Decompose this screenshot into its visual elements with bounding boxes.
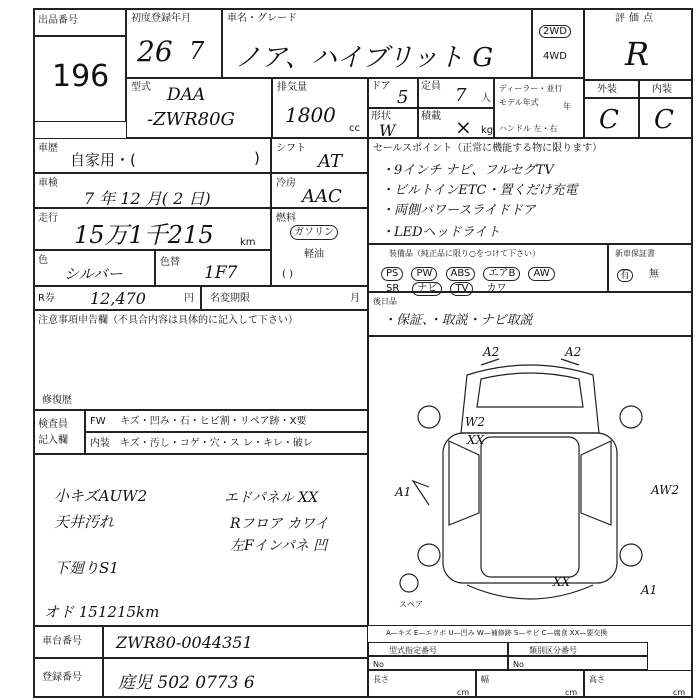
warranty-no: 無 bbox=[649, 269, 659, 280]
model-year-unit: 年 bbox=[563, 102, 571, 111]
int-value-cell bbox=[639, 98, 693, 138]
ac-label: 冷房 bbox=[276, 178, 296, 189]
int-label: 内装 bbox=[652, 84, 672, 95]
height-cell bbox=[584, 670, 693, 698]
warranty-cell bbox=[608, 244, 693, 292]
recycle-cell bbox=[33, 286, 201, 310]
recycle-value: 12,470 bbox=[90, 289, 146, 308]
shape-label: 形状 bbox=[371, 111, 391, 122]
after-note-cell bbox=[368, 292, 693, 336]
color-label: 色 bbox=[38, 255, 48, 266]
color-value: シルバー bbox=[64, 265, 123, 283]
int-items: キズ・汚し・コゲ・穴・ス レ・キレ・破レ bbox=[120, 438, 313, 449]
handle-label: ハンドル 左・右 bbox=[499, 124, 558, 133]
int-row bbox=[85, 432, 368, 454]
height-label: 高さ bbox=[589, 675, 605, 684]
mileage-value: 15万1千215 bbox=[74, 221, 214, 249]
type-no-label: 型式指定番号 bbox=[389, 646, 437, 655]
wheel-front-left bbox=[418, 406, 440, 428]
displacement-unit: cc bbox=[349, 123, 360, 134]
height-unit: cm bbox=[673, 688, 686, 697]
after-note-value: ・保証、・取説・ナビ取説 bbox=[383, 313, 533, 328]
int-label-cell bbox=[639, 80, 693, 98]
lot-value-cell bbox=[33, 36, 126, 122]
chassis-label: 車台番号 bbox=[42, 636, 82, 647]
equip-ps: PS bbox=[381, 267, 403, 281]
color-code-cell bbox=[155, 250, 271, 286]
history-cell bbox=[33, 138, 271, 173]
spare-wheel bbox=[400, 574, 418, 592]
mark-a1-left: A1 bbox=[395, 485, 412, 499]
displacement-cell bbox=[272, 78, 368, 138]
inspector-label-cell bbox=[33, 410, 85, 454]
fw-row bbox=[85, 410, 368, 432]
model-type-value1: DAA bbox=[167, 85, 206, 105]
width-label: 幅 bbox=[481, 675, 489, 684]
mark-a1-right: A1 bbox=[641, 583, 658, 597]
right-side bbox=[581, 441, 611, 525]
note-line: 左Fインパネ 凹 bbox=[230, 538, 328, 554]
load-label: 積載 bbox=[421, 111, 441, 122]
fw-label: FW bbox=[90, 416, 106, 427]
spare-label: スペア bbox=[399, 600, 423, 609]
grade-label: 評価点 bbox=[615, 13, 657, 24]
plate-label: 登録番号 bbox=[42, 672, 82, 683]
equip-airbag: エアB bbox=[483, 267, 520, 281]
capacity-value: 7 bbox=[455, 85, 467, 106]
inspection-value: 7 年 12 月( 2 日) bbox=[84, 189, 211, 208]
warranty-label: 新車保証書 bbox=[615, 249, 655, 258]
inspector-label1: 検査員 bbox=[38, 419, 68, 430]
recycle-unit: 円 bbox=[184, 293, 194, 304]
notes-cell bbox=[33, 310, 368, 410]
legend-text: A—キズ E—エクボ U—凹み W—補修跡 S—サビ C—腐食 XX—要交換 bbox=[386, 629, 608, 637]
color-code-value: 1F7 bbox=[204, 263, 238, 283]
front-glass bbox=[477, 373, 583, 407]
shift-label: シフト bbox=[276, 143, 306, 154]
length-unit: cm bbox=[457, 688, 470, 697]
width-unit: cm bbox=[565, 688, 578, 697]
note-line: Rフロア カワイ bbox=[230, 516, 329, 532]
chassis-value: ZWR80-0044351 bbox=[116, 633, 253, 652]
name-change-label: 名変期限 bbox=[210, 293, 250, 304]
class-no-cell bbox=[508, 642, 648, 656]
doors-cell bbox=[368, 78, 418, 108]
first-reg-year: 26 bbox=[137, 35, 173, 68]
color-code-label: 色替 bbox=[160, 257, 180, 268]
recycle-label: R券 bbox=[38, 293, 55, 304]
sales-point-item: ・9インチ ナビ、フルセグTV bbox=[381, 163, 554, 178]
type-no-no: No bbox=[373, 660, 384, 669]
mark-xx-left: XX bbox=[467, 433, 485, 447]
shift-cell bbox=[271, 138, 368, 173]
ext-label-cell bbox=[584, 80, 639, 98]
history-value: 自家用・( bbox=[70, 151, 136, 169]
mileage-cell bbox=[33, 208, 271, 250]
shift-value: AT bbox=[318, 151, 343, 172]
fuel-other: ( ) bbox=[282, 269, 293, 280]
drive-2wd: 2WD bbox=[539, 25, 571, 38]
sales-point-item: ・LEDヘッドライト bbox=[381, 225, 501, 240]
equip-abs: ABS bbox=[446, 267, 476, 281]
ext-value: C bbox=[599, 105, 619, 135]
mark-aw2-right: AW2 bbox=[651, 483, 680, 497]
equip-pw: PW bbox=[411, 267, 437, 281]
ac-cell bbox=[271, 173, 368, 208]
grade-value: R bbox=[625, 35, 650, 73]
displacement-label: 排気量 bbox=[277, 82, 307, 93]
plate-value: 庭児 502 0773 6 bbox=[118, 673, 255, 693]
fuel-gasoline: ガソリン bbox=[290, 225, 338, 240]
class-no-val-cell bbox=[508, 656, 648, 670]
ext-value-cell bbox=[584, 98, 639, 138]
chassis-label-cell bbox=[33, 626, 103, 658]
doors-label: ドア bbox=[371, 81, 391, 92]
color-cell bbox=[33, 250, 155, 286]
lot-label: 出品番号 bbox=[38, 15, 78, 26]
warranty-yes: 有 bbox=[617, 269, 633, 282]
capacity-unit: 人 bbox=[481, 93, 491, 104]
load-value: × bbox=[455, 115, 472, 139]
wheel-front-right bbox=[620, 406, 642, 428]
name-change-cell bbox=[201, 286, 368, 310]
equipment-title: 装備品（純正品に限り○をつけて下さい） bbox=[389, 249, 540, 258]
sales-point-item: ・両側パワースライドドア bbox=[381, 203, 536, 218]
note-line: オド 151215km bbox=[44, 603, 160, 621]
note-line: 下廻りS1 bbox=[54, 559, 119, 577]
name-change-unit: 月 bbox=[350, 293, 360, 304]
equip-navi: ナビ bbox=[412, 282, 442, 296]
grade-cell bbox=[584, 8, 693, 80]
repair-label: 修復歴 bbox=[42, 395, 72, 406]
load-unit: kg bbox=[481, 125, 494, 136]
mark-xx-rear: XX bbox=[553, 575, 571, 589]
left-side bbox=[449, 441, 479, 525]
model-grade-cell bbox=[222, 8, 532, 78]
drive-cell bbox=[532, 8, 584, 78]
note-line: 小キズAUW2 bbox=[54, 487, 148, 505]
rear-body bbox=[467, 585, 593, 599]
damage-diagram-cell bbox=[368, 336, 693, 626]
displacement-value: 1800 bbox=[285, 103, 336, 127]
first-reg-cell bbox=[126, 8, 222, 78]
model-type-label: 型式 bbox=[131, 82, 151, 93]
equip-aw: AW bbox=[528, 267, 554, 281]
mark-line-a1-left bbox=[413, 481, 429, 505]
mark-w2-left: W2 bbox=[465, 415, 485, 429]
equip-tv: TV bbox=[450, 282, 473, 296]
fuel-label: 燃料 bbox=[276, 213, 296, 224]
capacity-label: 定員 bbox=[421, 81, 441, 92]
class-no-label: 類別区分番号 bbox=[529, 646, 577, 655]
fuel-diesel: 軽油 bbox=[304, 249, 324, 260]
inspector-notes bbox=[33, 454, 368, 626]
first-reg-month: 7 bbox=[189, 37, 205, 65]
ac-value: AAC bbox=[302, 186, 342, 207]
model-grade-value: ノア、ハイブリット G bbox=[235, 43, 494, 73]
history-close: ) bbox=[254, 149, 260, 167]
mileage-unit: km bbox=[240, 237, 256, 248]
ext-label: 外装 bbox=[597, 84, 617, 95]
inspection-cell bbox=[33, 173, 271, 208]
mileage-label: 走行 bbox=[38, 213, 58, 224]
note-line: 天井汚れ bbox=[54, 513, 115, 531]
wheel-rear-left bbox=[418, 544, 440, 566]
dealer-cell bbox=[494, 78, 584, 138]
load-cell bbox=[418, 108, 494, 138]
sales-points-cell bbox=[368, 138, 693, 244]
mark-a2-left: A2 bbox=[483, 345, 500, 359]
equip-sr: SR bbox=[386, 283, 400, 294]
class-no-no: No bbox=[513, 660, 524, 669]
after-note-label: 後日品 bbox=[373, 297, 397, 306]
plate-value-cell bbox=[103, 658, 368, 698]
car-diagram bbox=[369, 337, 692, 625]
sales-point-item: ・ビルトインETC・置くだけ充電 bbox=[381, 183, 578, 198]
model-type-value2: -ZWR80G bbox=[147, 109, 235, 130]
first-reg-label: 初度登録年月 bbox=[131, 13, 191, 24]
mark-a2-right: A2 bbox=[565, 345, 582, 359]
fw-items: キズ・凹み・石・ヒビ割・リペア跡・X要 bbox=[120, 416, 307, 427]
width-cell bbox=[476, 670, 584, 698]
dealer-label: ディーラー・並行 bbox=[499, 84, 563, 93]
length-label: 長さ bbox=[373, 675, 389, 684]
note-line: エドパネル XX bbox=[224, 490, 319, 506]
wheel-rear-right bbox=[620, 544, 642, 566]
equip-leather: カワ bbox=[486, 283, 507, 294]
inspector-label2: 記入欄 bbox=[38, 435, 68, 446]
chassis-value-cell bbox=[103, 626, 368, 658]
lot-label-cell bbox=[33, 8, 126, 36]
fuel-cell bbox=[271, 208, 368, 286]
int-value: C bbox=[654, 105, 674, 135]
capacity-cell bbox=[418, 78, 494, 108]
shape-cell bbox=[368, 108, 418, 138]
roof bbox=[481, 437, 579, 577]
drive-4wd: 4WD bbox=[543, 51, 567, 62]
history-label: 車歴 bbox=[38, 143, 58, 154]
equipment-cell bbox=[368, 244, 608, 292]
type-no-cell bbox=[368, 642, 508, 656]
model-grade-label: 車名・グレード bbox=[227, 13, 297, 24]
doors-value: 5 bbox=[397, 87, 409, 108]
side-body bbox=[443, 433, 617, 583]
model-type-cell bbox=[126, 78, 272, 138]
mark-line-a2-right bbox=[561, 359, 579, 365]
sales-points-title: セールスポイント（正常に機能する物に限ります） bbox=[373, 143, 603, 154]
model-year-label: モデル年式 bbox=[499, 98, 539, 107]
legend-cell bbox=[368, 626, 693, 642]
length-cell bbox=[368, 670, 476, 698]
int-row-label: 内装 bbox=[90, 438, 110, 449]
shape-value: W bbox=[379, 121, 396, 140]
inspection-label: 車検 bbox=[38, 178, 58, 189]
notes-title: 注意事項申告欄（不具合内容は具体的に記入して下さい） bbox=[38, 315, 298, 326]
plate-label-cell bbox=[33, 658, 103, 698]
lot-number: 196 bbox=[52, 59, 110, 94]
mark-line-a2-left bbox=[481, 359, 499, 365]
type-no-val-cell bbox=[368, 656, 508, 670]
